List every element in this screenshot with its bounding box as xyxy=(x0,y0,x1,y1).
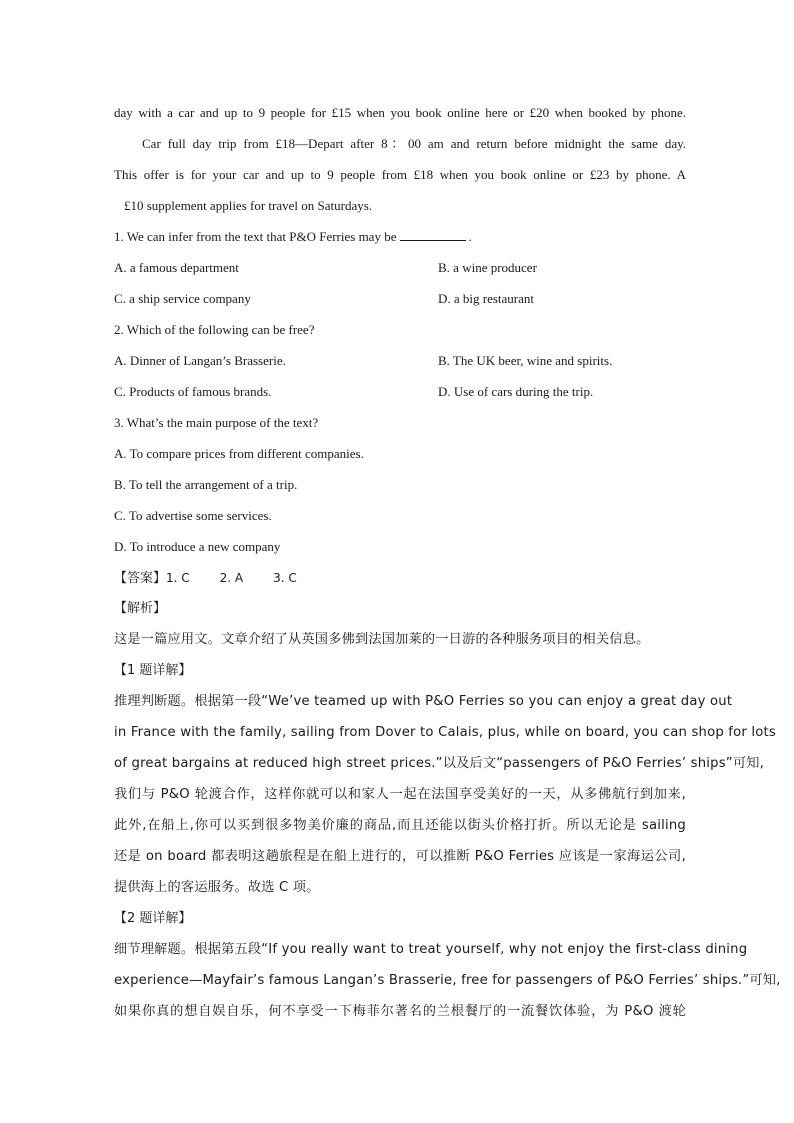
analysis-line: 细节理解题。根据第五段“If you really want to treat yourself, why not enjoy the first-class dining xyxy=(114,942,748,957)
passage-line: Car full day trip from £18—Depart after 8：00 am and return before midnight the same day. xyxy=(142,136,686,151)
analysis-summary: 这是一篇应用文。文章介绍了从英国多佛到法国加莱的一日游的各种服务项目的相关信息。 xyxy=(114,632,650,647)
option: C. To advertise some services. xyxy=(114,508,272,523)
option: C. a ship service company xyxy=(114,291,251,306)
answer-item: 2. A xyxy=(219,571,244,585)
analysis-line: 我们与 P&O 轮渡合作，这样你就可以和家人一起在法国享受美好的一天，从多佛航行到加来, xyxy=(114,787,686,802)
page-content xyxy=(114,102,781,1032)
option-row xyxy=(114,350,686,381)
option-row xyxy=(114,288,686,319)
option: D. Use of cars during the trip. xyxy=(438,384,594,399)
analysis-label: 【解析】 xyxy=(114,601,167,616)
question-stem-suffix: . xyxy=(468,229,472,244)
option: B. The UK beer, wine and spirits. xyxy=(438,353,613,368)
question-stem: 2. Which of the following can be free? xyxy=(114,322,315,337)
analysis-line: of great bargains at reduced high street prices.”以及后文“passengers of P&O Ferries’ ships”可知, xyxy=(114,756,764,771)
question-stem xyxy=(114,226,686,257)
passage-line: day with a car and up to 9 people for £15 when you book online here or £20 when booked by phone. xyxy=(114,105,686,120)
option: D. To introduce a new company xyxy=(114,539,281,554)
answer-line xyxy=(114,567,686,598)
q2-detail-label: 【2 题详解】 xyxy=(114,911,192,926)
option: B. To tell the arrangement of a trip. xyxy=(114,477,298,492)
answer-blank xyxy=(400,228,466,241)
option: A. Dinner of Langan’s Brasserie. xyxy=(114,353,286,368)
q1-detail-label: 【1 题详解】 xyxy=(114,663,192,678)
option-row xyxy=(114,381,686,412)
passage-line: This offer is for your car and up to 9 people from £18 when you book online or £23 by phone. A xyxy=(114,167,686,182)
analysis-line: 推理判断题。根据第一段“We’ve teamed up with P&O Ferries so you can enjoy a great day out xyxy=(114,694,733,709)
option: B. a wine producer xyxy=(438,260,537,275)
option: C. Products of famous brands. xyxy=(114,384,272,399)
analysis-line: 提供海上的客运服务。故选 C 项。 xyxy=(114,880,320,895)
answer-item: 3. C xyxy=(273,571,297,585)
option: A. To compare prices from different companies. xyxy=(114,446,364,461)
option-row xyxy=(114,257,686,288)
answer-item: 1. C xyxy=(166,571,190,585)
analysis-line: 如果你真的想自娱自乐，何不享受一下梅菲尔著名的兰根餐厅的一流餐饮体验，为 P&O 渡轮 xyxy=(114,1004,686,1019)
analysis-line: in France with the family, sailing from Dover to Calais, plus, while on board, you can shop for lots xyxy=(114,725,777,740)
question-stem-text: 1. We can infer from the text that P&O Ferries may be xyxy=(114,229,397,244)
option: A. a famous department xyxy=(114,260,239,275)
passage-line: £10 supplement applies for travel on Saturdays. xyxy=(124,198,373,213)
analysis-line: 还是 on board 都表明这趟旅程是在船上进行的，可以推断 P&O Ferries 应该是一家海运公司, xyxy=(114,849,686,864)
analysis-line: experience—Mayfair’s famous Langan’s Brasserie, free for passengers of P&O Ferries’ ships.”可知, xyxy=(114,973,781,988)
analysis-line: 此外,在船上,你可以买到很多物美价廉的商品,而且还能以街头价格打折。所以无论是 sailing xyxy=(114,818,686,833)
option: D. a big restaurant xyxy=(438,291,535,306)
answer-label: 【答案】 xyxy=(114,571,167,586)
question-stem: 3. What’s the main purpose of the text? xyxy=(114,415,319,430)
